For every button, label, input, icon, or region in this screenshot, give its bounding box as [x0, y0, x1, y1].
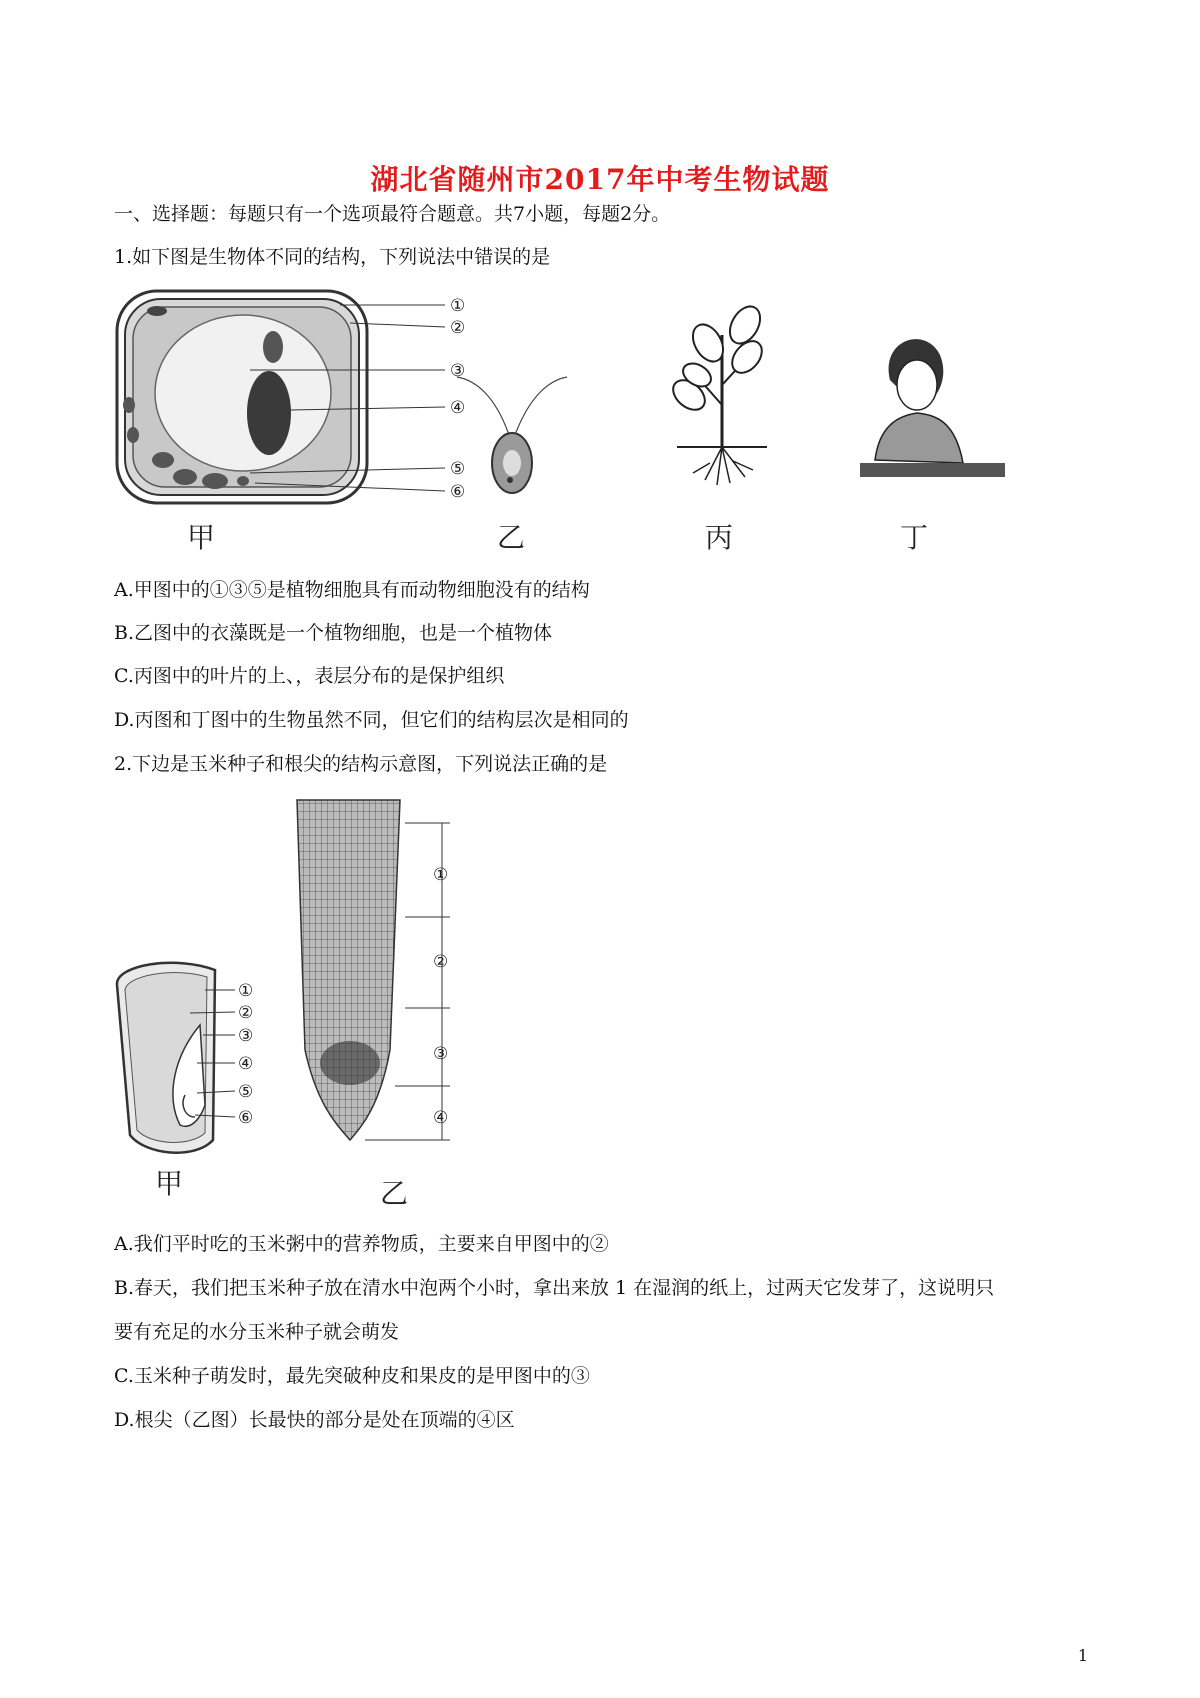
question-1-option-b: B.乙图中的衣藻既是一个植物细胞，也是一个植物体	[114, 622, 553, 644]
root-label-4: ④	[433, 1108, 449, 1128]
caption-ding: 丁	[900, 521, 929, 554]
question-1-option-d: D.丙图和丁图中的生物虽然不同，但它们的结构层次是相同的	[114, 709, 629, 731]
seed-label-1: ①	[238, 981, 254, 1001]
caption-root-yi: 乙	[380, 1177, 409, 1210]
page-title: 湖北省随州市2017年中考生物试题	[370, 163, 830, 196]
question-2-option-b: B.春天，我们把玉米种子放在清水中泡两个小时，拿出来放 1 在湿润的纸上，过两天它发芽了，这说明只	[114, 1277, 995, 1299]
seed-label-5: ⑤	[238, 1082, 254, 1102]
seed-label-4: ④	[238, 1054, 254, 1074]
cell-label-4: ④	[450, 398, 466, 418]
seed-label-6: ⑥	[238, 1108, 254, 1128]
corn-seed-diagram	[117, 963, 253, 1200]
cell-label-6: ⑥	[450, 482, 466, 502]
root-label-3: ③	[433, 1044, 449, 1064]
question-1-stem: 1.如下图是生物体不同的结构，下列说法中错误的是	[114, 246, 551, 268]
cell-label-2: ②	[450, 318, 466, 338]
root-label-2: ②	[433, 952, 449, 972]
question-1-option-c: C.丙图中的叶片的上、，表层分布的是保护组织	[114, 665, 505, 687]
cell-label-1: ①	[450, 296, 466, 316]
caption-seed-jia: 甲	[155, 1167, 184, 1200]
question-2-stem: 2.下边是玉米种子和根尖的结构示意图，下列说法正确的是	[114, 753, 608, 775]
root-tip-diagram	[297, 800, 450, 1210]
seed-label-3: ③	[238, 1026, 254, 1046]
question-2-option-b-continued: 要有充足的水分玉米种子就会萌发	[114, 1321, 400, 1343]
cell-label-3: ③	[450, 361, 466, 381]
cell-label-5: ⑤	[450, 459, 466, 479]
caption-jia: 甲	[187, 521, 216, 554]
page-number: 1	[1077, 1646, 1088, 1665]
question-1-option-a: A.甲图中的①③⑤是植物细胞具有而动物细胞没有的结构	[114, 579, 590, 601]
question-2-option-d: D.根尖（乙图）长最快的部分是处在顶端的④区	[114, 1409, 515, 1431]
section-heading: 一、选择题：每题只有一个选项最符合题意。共7小题，每题2分。	[114, 203, 671, 225]
question-2-option-a: A.我们平时吃的玉米粥中的营养物质，主要来自甲图中的②	[114, 1233, 609, 1255]
root-label-1: ①	[433, 865, 449, 885]
plant-diagram	[667, 301, 767, 554]
chlamydomonas-diagram	[457, 377, 567, 554]
seed-label-2: ②	[238, 1003, 254, 1023]
plant-cell-diagram	[117, 291, 465, 554]
caption-yi: 乙	[497, 521, 526, 554]
question-1-figure	[105, 285, 1025, 560]
person-diagram	[860, 339, 1005, 554]
caption-bing: 丙	[705, 521, 734, 554]
question-2-figure	[105, 795, 525, 1215]
question-2-option-c: C.玉米种子萌发时，最先突破种皮和果皮的是甲图中的③	[114, 1365, 590, 1387]
